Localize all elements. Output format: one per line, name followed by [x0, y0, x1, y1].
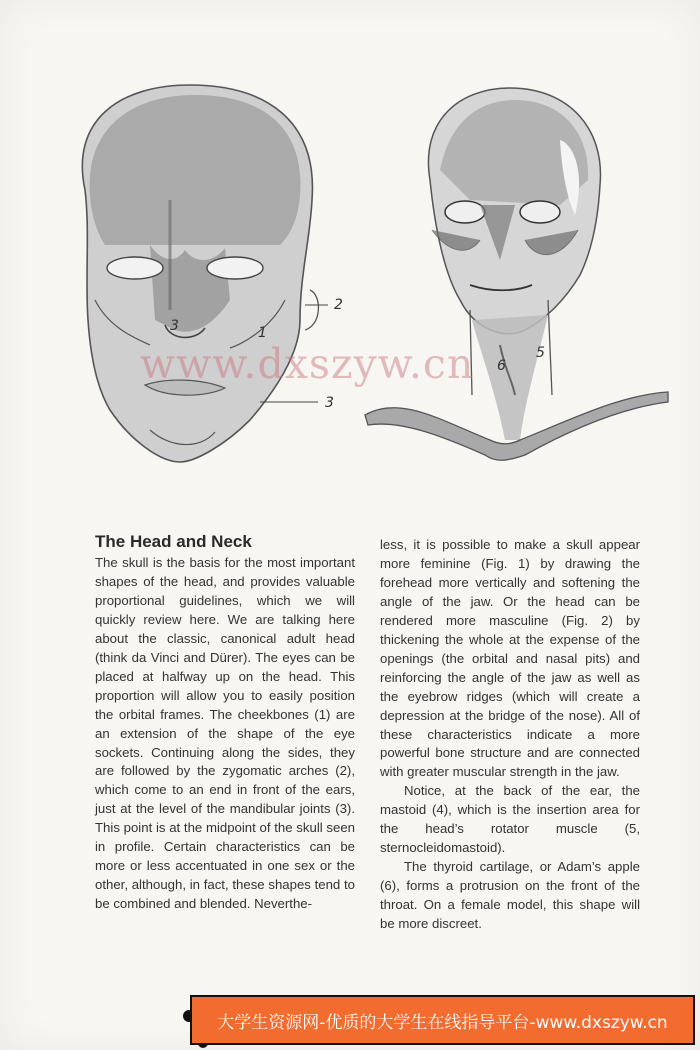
muscle-head-drawing	[365, 88, 668, 460]
label-adams-apple-6: 6	[497, 358, 506, 374]
text-column-left	[95, 554, 355, 914]
anatomy-illustrations	[0, 0, 700, 500]
label-jaw-3: 3	[325, 395, 334, 411]
section-heading: The Head and Neck	[95, 532, 252, 551]
label-nose-3: 3	[170, 318, 179, 334]
paragraph: The thyroid cartilage, or Adam’s apple (6), forms a protrusion on the front of the throat. On a female model, this shape will be more discreet.	[380, 859, 640, 932]
label-cheek-1: 1	[258, 325, 267, 341]
text-column-right	[380, 536, 640, 934]
watermark-url: www.dxszyw.cn	[140, 340, 475, 388]
skull-front-drawing	[82, 85, 343, 462]
site-banner-link[interactable]: 大学生资源网-优质的大学生在线指导平台-www.dxszyw.cn	[190, 995, 695, 1045]
paragraph: Notice, at the back of the ear, the mastoid (4), which is the insertion area for the head’s rotator muscle (5, sternocleidomastoid).	[380, 783, 640, 856]
label-muscle-5: 5	[536, 345, 545, 361]
paragraph: less, it is possible to make a skull appear more feminine (Fig. 1) by drawing the forehead more vertically and softening the angle of the jaw. Or the head can be rendered more masculine (Fig. 2) by thickening the whole at the expense of the openings (the orbital and nasal pits) and reinforcing the angle of the jaw as well as the eyebrow ridges (which will create a depression at the bridge of the nose). All of these characteristics indicate a more powerful bone structure and are connected with greater muscular strength in the jaw.	[380, 537, 640, 780]
label-zygomatic-2: 2	[334, 297, 343, 313]
paragraph: The skull is the basis for the most important shapes of the head, and provides valuable proportional guidelines, which we will quickly review here. We are talking here about the classic, canonical adult head (think da Vinci and Dürer). The eyes can be placed at halfway up on the head. This proportion will allow you to easily position the orbital frames. The cheekbones (1) are an extension of the shape of the eye sockets. Continuing along the sides, they are followed by the zygomatic arches (2), which come to an end in front of the ears, just at the level of the mandibular joints (3). This point is at the midpoint of the skull seen in profile. Certain characteristics can be more or less accentuated in one sex or the other, although, in fact, these shapes tend to be combined and blended. Neverthe-	[95, 555, 355, 912]
